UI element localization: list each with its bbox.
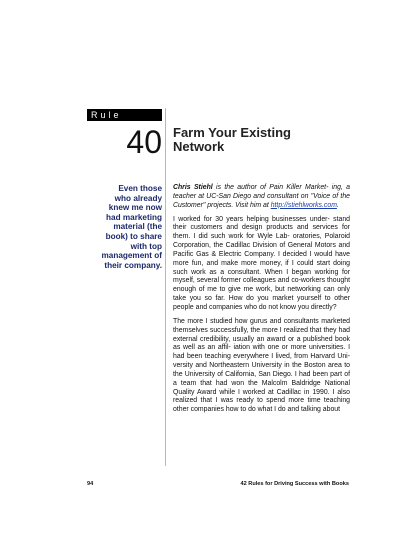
paragraph-line: fun, and make more money, if I could start doing bbox=[191, 259, 351, 267]
paragraph-line: The more I studied how gurus and consultants bbox=[173, 317, 319, 325]
author-name: Chris Stiehl bbox=[173, 184, 213, 191]
paragraph-line: I worked for 30 years helping businesses under- bbox=[173, 215, 330, 223]
chapter-title bbox=[173, 126, 353, 154]
paragraph-line: How do you market yourself to other people and bbox=[173, 295, 350, 311]
paragraph-line: and co-workers thought enough of me to give me bbox=[173, 277, 350, 294]
paragraph-line: stand their customers and design products and bbox=[173, 215, 350, 232]
paragraph-line: I worked at Cadillac in 1990. I also realized that I bbox=[173, 388, 350, 405]
running-book-title: 42 Rules for Driving Success with Books bbox=[240, 481, 349, 487]
paragraph-line: companies how to do what I do and talking about bbox=[190, 406, 341, 414]
intro-text: ing, a teacher at UC-San Diego and consultant bbox=[173, 184, 350, 200]
paragraph-line: companies who do not know you directly? bbox=[209, 303, 337, 311]
paragraph-line: oratories, Polaroid Corporation, the Cadillac bbox=[173, 233, 351, 250]
vertical-divider bbox=[165, 108, 166, 466]
page-number: 94 bbox=[87, 481, 94, 487]
paragraph-line: was ready to spend more time teaching other bbox=[173, 397, 350, 414]
pull-quote-line: management of bbox=[101, 251, 162, 261]
pull-quote-line: book) to share bbox=[105, 231, 162, 241]
paragraph-line: iation with one or more universities. I had been bbox=[173, 344, 350, 361]
body-paragraph bbox=[173, 318, 350, 415]
rule-label-bar bbox=[87, 109, 162, 121]
paragraph-line: an award or a published book as well as an affil- bbox=[173, 335, 350, 352]
chapter-title-line: Network bbox=[173, 139, 225, 154]
paragraph-line: such work as a consultant. When I began bbox=[173, 268, 311, 276]
pull-quote-line: knew me now bbox=[108, 203, 162, 213]
rule-number: 40 bbox=[126, 124, 162, 160]
rule-label: Rule bbox=[91, 110, 122, 120]
author-website-link[interactable]: http://stiehlworks.com bbox=[270, 201, 337, 209]
paragraph-line: area to the University of California, San Diego. I bbox=[173, 362, 350, 378]
body-text bbox=[173, 184, 350, 420]
pull-quote-line: material (the bbox=[113, 222, 162, 232]
chapter-title-line: Farm Your Existing bbox=[173, 125, 291, 140]
intro-text: on "Voice of the Customer" projects. Visit him at bbox=[173, 192, 350, 209]
paragraph-line: teaching everywhere I lived, from Harvard Uni- bbox=[204, 353, 350, 361]
paragraph-line: services for them. I did such work for Wyle Lab- bbox=[173, 224, 350, 241]
paragraph-line: versity and Northeastern University in the Boston bbox=[173, 362, 326, 370]
pull-quote-line: had marketing bbox=[106, 212, 162, 222]
intro-text: is the author of Pain Killer Market- bbox=[212, 184, 329, 191]
pull-quote-line: with top bbox=[130, 241, 162, 251]
pull-quote bbox=[86, 184, 162, 270]
paragraph-line: working for myself, several former colleagues bbox=[173, 268, 350, 285]
body-paragraph bbox=[173, 216, 350, 313]
pull-quote-line: their company. bbox=[104, 260, 162, 270]
paragraph-line: realized that they had external credibility, usually bbox=[173, 326, 351, 343]
paragraph-line: work, but networking can only take you so far. bbox=[173, 286, 350, 303]
intro-text: . bbox=[336, 201, 339, 209]
pull-quote-line: who already bbox=[114, 193, 162, 203]
paragraph-line: Malcolm Baldridge National Quality Award while bbox=[173, 379, 350, 396]
pull-quote-line: Even those bbox=[118, 184, 162, 193]
paragraph-line: marketed themselves successfully, the more I bbox=[173, 317, 350, 334]
paragraph-line: had been part of a team that had won the bbox=[173, 370, 350, 387]
paragraph-line: Division of General Motors and Pacific Gas & bbox=[173, 242, 350, 258]
author-intro bbox=[173, 184, 350, 211]
paragraph-line: Electric Company. I decided I would have more bbox=[173, 250, 351, 267]
